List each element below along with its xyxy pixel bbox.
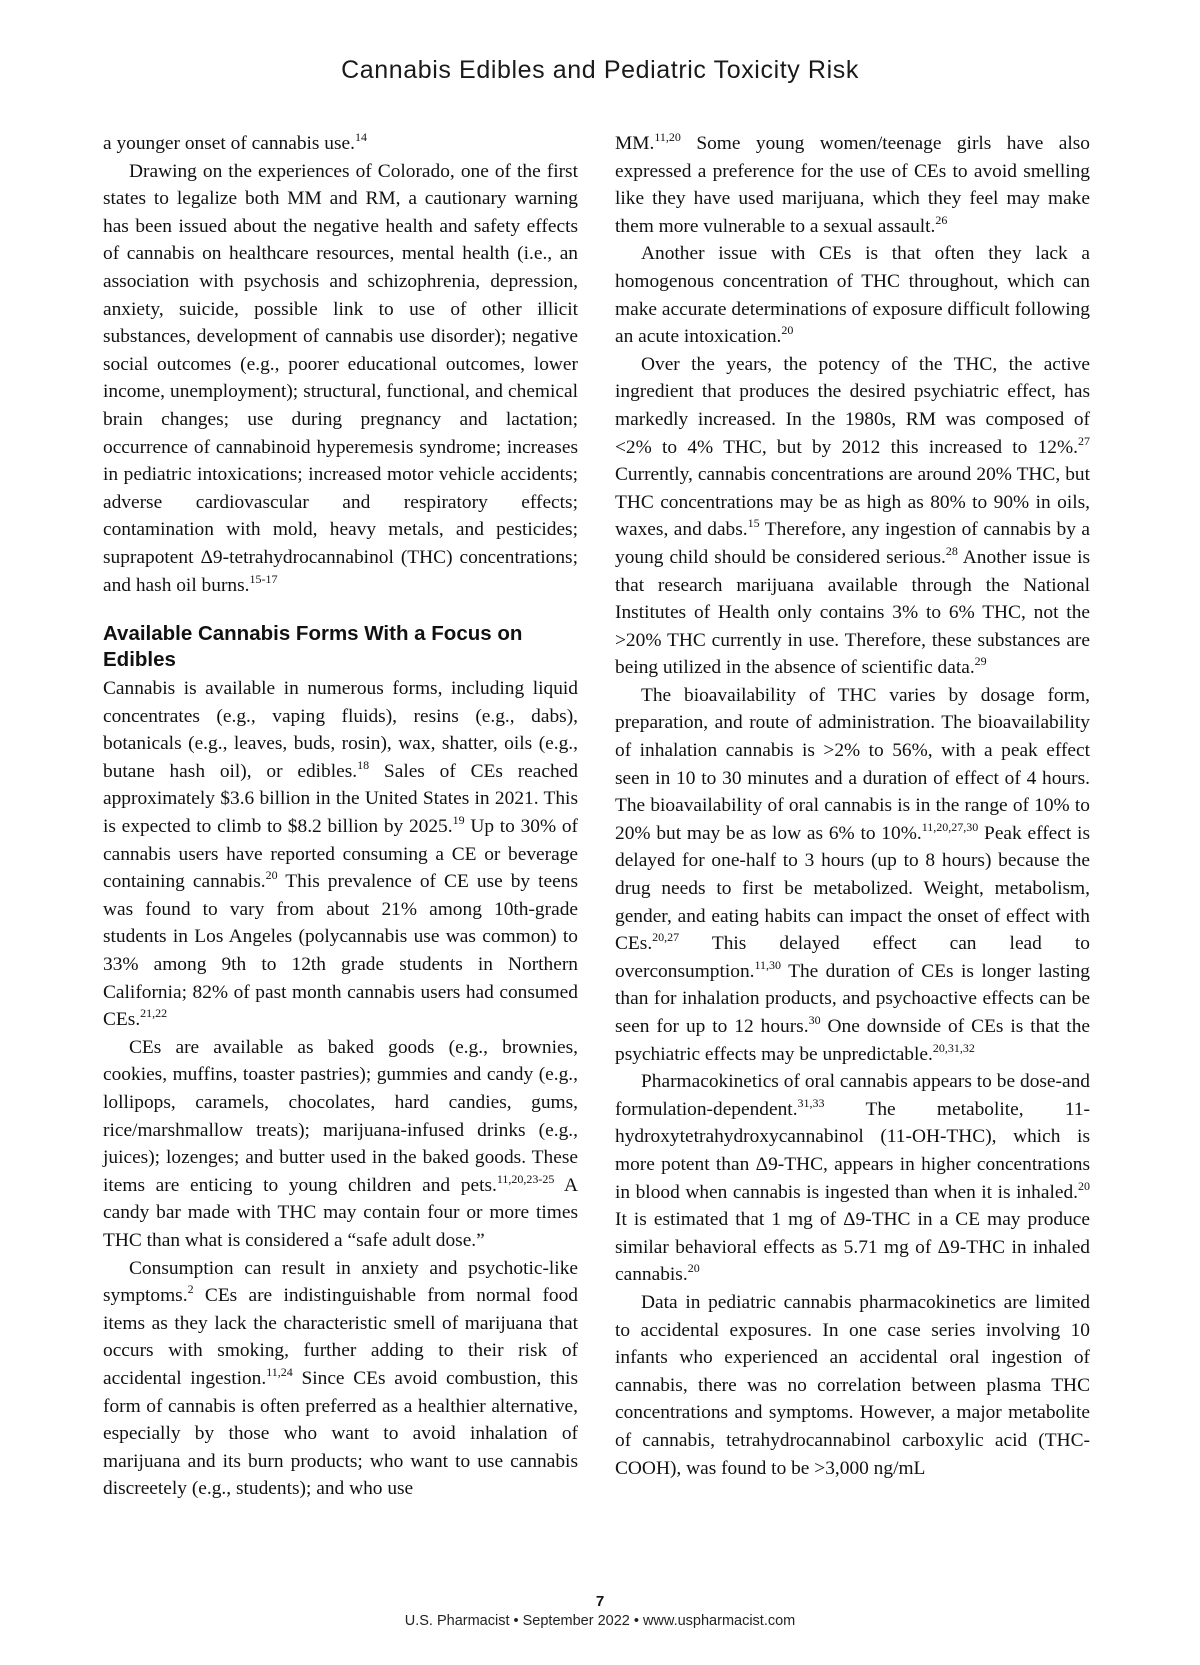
citation: 20 bbox=[687, 1261, 700, 1276]
citation: 20,27 bbox=[652, 930, 680, 945]
right-column bbox=[615, 130, 1090, 1482]
citation: 26 bbox=[935, 212, 948, 227]
citation: 15-17 bbox=[249, 571, 278, 586]
citation: 20 bbox=[1078, 1178, 1090, 1193]
citation: 15 bbox=[747, 516, 760, 531]
paragraph: Over the years, the potency of the THC, the active ingredient that produces the desired psychiatric effect, has markedly increased. In the 1980s, RM was composed of <2% to 4% THC, but by 2012 this increased to 12%.$^{27}$ Currently, cannabis concentrations are around 20% THC, but THC concentrations may be as high as 80% to 90% in oils, waxes, and dabs.$^{15}$ Therefore, any ingestion of cannabis by a young child should be considered serious.$^{28}$ Another issue is that research marijuana available through the National Institutes of Health only contains 3% to 6% THC, not the >20% THC currently in use. Therefore, these substances are being utilized in the absence of scientific data.$^{29}$ bbox=[615, 353, 1091, 679]
citation: 30 bbox=[808, 1013, 821, 1027]
section-heading: Available Cannabis Forms With a Focus on Edibles bbox=[103, 622, 523, 672]
left-column bbox=[103, 130, 578, 1503]
page-number: 7 bbox=[595, 1593, 605, 1610]
paragraph: CEs are available as baked goods (e.g., brownies, cookies, muffins, toaster pastries); gummies and candy (e.g., lollipops, caramels, chocolates, hard candies, gums, rice/marshmallow treats); marijuana-infused drinks (e.g., juices); lozenges; and butter used in the baked goods. These items are enticing to young children and pets.$^{11,20,23-25}$ A candy bar made with THC may contain four or more times THC than what is considered a “safe adult dose.” bbox=[103, 1036, 579, 1251]
paragraph: MM.$^{11,20}$ Some young women/teenage girls have also expressed a preference for the use of CEs to avoid smelling like they have used marijuana, which they feel may make them more vulnerable to a sexual assault.$^{26}$ bbox=[615, 130, 1090, 237]
citation: 11,20 bbox=[654, 130, 681, 144]
citation: 21,22 bbox=[140, 1006, 168, 1021]
paragraph: Cannabis is available in numerous forms, including liquid concentrates (e.g., vaping fluids), resins (e.g., dabs), botanicals (e.g., leaves, buds, rosin), wax, shatter, oils (e.g., butane hash oil), or edibles.$^{18}$ Sales of CEs reached approximately $3.6 billion in the United States in 2021. This is expected to climb to $8.2 billion by 2025.19 Up to 30% of cannabis users have reported consuming a CE or beverage containing cannabis.$^{20}$ This prevalence of CE use by teens was found to vary from about 21% among 10th-grade students in Los Angeles (polycannabis use was common) to 33% among 9th to 12th grade students in Northern California; 82% of past month cannabis users had consumed CEs.$^{21,22}$ bbox=[103, 678, 579, 1031]
paragraph: a younger onset of cannabis use.$^{14}$ bbox=[103, 130, 368, 154]
paragraph: Pharmacokinetics of oral cannabis appears to be dose-and formulation-dependent.$^{31,33}$ The metabolite, 11-hydroxytetrahydroxycannabinol (11-OH-THC), which is more potent than Δ9-THC, appears in higher concentrations in blood when cannabis is ingested than when it is inhaled.$^{20}$ It is estimated that 1 mg of Δ9-THC in a CE may produce similar behavioral effects as 5.71 mg of Δ9-THC in inhaled cannabis.$^{20}$ bbox=[615, 1071, 1090, 1286]
citation: 20 bbox=[781, 323, 794, 338]
citation: 29 bbox=[974, 654, 987, 669]
publication-footer: U.S. Pharmacist • September 2022 • www.uspharmacist.com bbox=[404, 1613, 796, 1629]
citation: 19 bbox=[452, 813, 465, 828]
citation: 11,20,27,30 bbox=[921, 819, 979, 834]
paragraph: The bioavailability of THC varies by dosage form, preparation, and route of administration. The bioavailability of inhalation cannabis is >2% to 56%, with a peak effect seen in 10 to 30 minutes and a duration of effect of 4 hours. The bioavailability of oral cannabis is in the range of 10% to 20% but may be as low as 6% to 10%.$^{11,20,27,30}$ Peak effect is delayed for one-half to 3 hours (up to 8 hours) because the drug needs to first be metabolized. Weight, metabolism, gender, and eating habits can impact the onset of effect with CEs.$^{20,27}$ This delayed effect can lead to overconsumption.$^{11,30}$ The duration of CEs is longer lasting than for inhalation products, and psychoactive effects can be seen for up to 12 hours.$^{30}$ One downside of CEs is that the psychiatric effects may be unpredictable.$^{20,31,32}$ bbox=[615, 684, 1090, 1065]
citation: 11,24 bbox=[266, 1364, 293, 1379]
citation: 31,33 bbox=[797, 1095, 825, 1110]
page-title: Cannabis Edibles and Pediatric Toxicity Risk bbox=[341, 56, 859, 84]
citation: 20,31,32 bbox=[932, 1040, 975, 1055]
citation: 2 bbox=[187, 1282, 194, 1297]
citation: 11,30 bbox=[754, 957, 782, 972]
paragraph: Data in pediatric cannabis pharmacokinetics are limited to accidental exposures. In one case series involving 10 infants who experienced an accidental oral ingestion of cannabis, there was no correlation between plasma THC concentrations and symptoms. However, a major metabolite of cannabis, tetrahydrocannabinol carboxylic acid (THC-COOH), was found to be >3,000 ng/mL bbox=[615, 1291, 1090, 1479]
citation: 28 bbox=[945, 543, 958, 558]
citation: 27 bbox=[1078, 433, 1090, 448]
paragraph: Drawing on the experiences of Colorado, one of the first states to legalize both MM and RM, a cautionary warning has been issued about the negative health and safety effects of cannabis on healthcare resources, mental health (i.e., an association with psychosis and schizophrenia, depression, anxiety, suicide, possible link to use of other illicit substances, development of cannabis use disorder); negative social outcomes (e.g., poorer educational outcomes, lower income, unemployment); structural, functional, and chemical brain changes; use during pregnancy and lactation; occurrence of cannabinoid hyperemesis syndrome; increases in pediatric intoxications; increased motor vehicle accidents; adverse cardiovascular and respiratory effects; contamination with mold, heavy metals, and pesticides; suprapotent Δ9-tetrahydrocannabinol (THC) concentrations; and hash oil burns.$^{15-17}$ bbox=[103, 160, 578, 596]
paragraph: Another issue with CEs is that often they lack a homogenous concentration of THC throughout, which can make accurate determinations of exposure difficult following an acute intoxication.$^{20}$ bbox=[615, 243, 1090, 348]
citation: 18 bbox=[357, 757, 370, 772]
citation: 11,20,23-25 bbox=[496, 1171, 555, 1186]
citation: 20 bbox=[265, 868, 278, 883]
paragraph: Consumption can result in anxiety and psychotic-like symptoms.$^2$ CEs are indistinguishable from normal food items as they lack the characteristic smell of marijuana that occurs with smoking, further adding to their risk of accidental ingestion.$^{11,24}$ Since CEs avoid combustion, this form of cannabis is often preferred as a healthier alternative, especially by those who want to avoid inhalation of marijuana and its burn products; who want to use cannabis discreetely (e.g., students); and who use bbox=[103, 1257, 578, 1500]
citation: 14 bbox=[355, 130, 368, 144]
